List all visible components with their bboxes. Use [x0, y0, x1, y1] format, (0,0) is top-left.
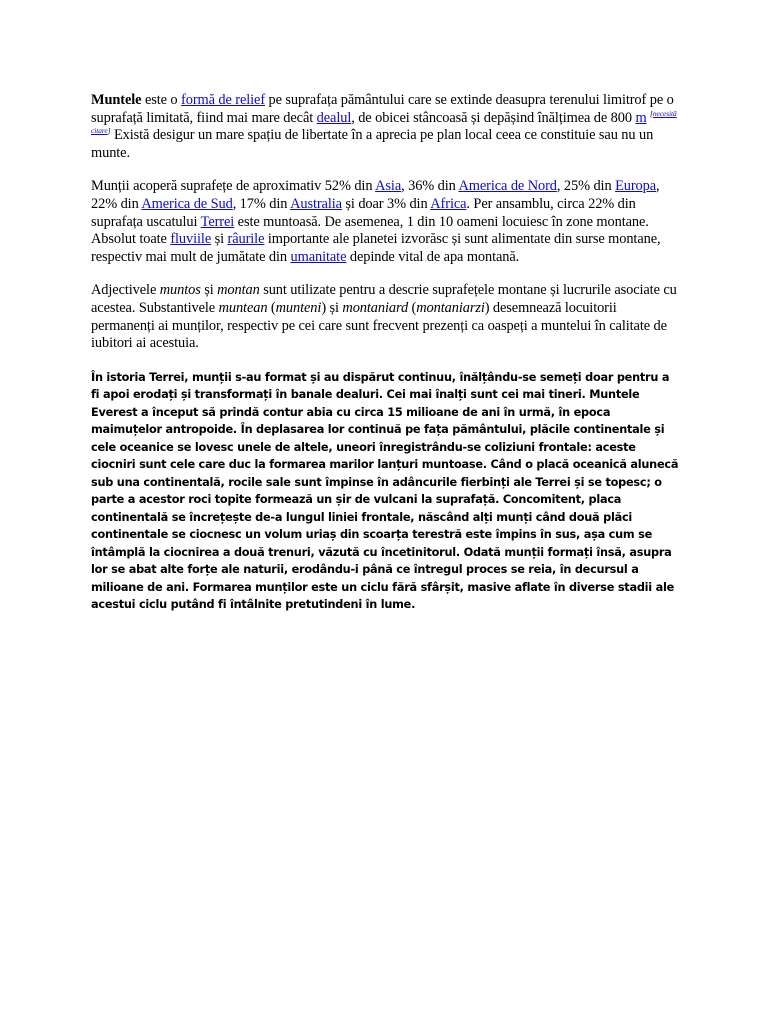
text: (: [408, 299, 417, 316]
cite-bracket-open: [: [650, 108, 653, 118]
text: , de obicei stâncoasă și depășind înălțimea de 800: [351, 109, 636, 126]
link-umanitate[interactable]: umanitate: [290, 248, 347, 265]
link-fluviile[interactable]: fluviile: [170, 231, 212, 248]
cite-bracket-close: ]: [107, 126, 111, 136]
link-europa[interactable]: Europa: [615, 178, 657, 195]
link-asia[interactable]: Asia: [375, 178, 402, 195]
text: sunt utilizate pentru a descrie suprafețele montane și lucrurile asociate cu acestea. Substantivele: [91, 282, 677, 316]
link-america-de-sud[interactable]: America de Sud: [141, 195, 233, 212]
text: , 36% din: [401, 178, 459, 195]
text: este o: [141, 92, 182, 108]
link-africa[interactable]: Africa: [430, 195, 467, 212]
text: , 22% din: [91, 178, 660, 212]
text: (: [267, 299, 276, 316]
link-necesita[interactable]: necesită: [652, 108, 677, 118]
link-terrei[interactable]: Terrei: [200, 213, 235, 230]
text: depinde vital de apa montană.: [346, 248, 520, 265]
text: pe suprafața pământului care se extinde deasupra terenului limitrof pe o suprafață limitată, fiind mai mare decât: [91, 92, 674, 126]
article-body: [91, 92, 679, 614]
link-australia[interactable]: Australia: [290, 195, 342, 212]
text: este muntoasă. De asemenea, 1 din 10 oameni locuiesc în zone montane. Absolut toate: [91, 213, 649, 248]
text: și: [211, 231, 228, 248]
paragraph-distribution: [91, 178, 679, 266]
link-citare[interactable]: citare: [91, 126, 108, 136]
term-montaniarzi: montaniarzi: [416, 299, 485, 316]
link-raurile[interactable]: râurile: [227, 231, 265, 248]
paragraph-terminology: [91, 282, 679, 352]
text: și doar 3% din: [341, 195, 431, 212]
paragraph-history-bold: În istoria Terrei, munții s-au format și au dispărut continuu, înălțându-se semeți doar pentru a fi apoi erodați și transformați în banale dealuri. Cei mai înalți sunt cei mai tineri. Muntele Everest a început să prindă contur abia cu circa 15 milioane de ani în urmă, în epoca maimuțelor antropoide. În deplasarea lor continuă pe fața pământului, plăcile continentale și cele oceanice se lovesc unele de altele, uneori înregistrându-se coliziuni frontale: aceste ciocniri sunt cele care duc la formarea marilor lanțuri muntoase. Când o placă oceanică alunecă sub una continentală, rocile sale sunt împinse în adâncurile fierbinți ale Terrei și se topesc; o parte a acestor roci topite formează un șir de vulcani la suprafață. Concomitent, placa continentală se încrețește de-a lungul liniei frontale, născând alți munți când două plăci continentale se ciocnesc un volum uriaș din scoarța terestră este împins în sus, așa cum se întâmplă la ciocnirea a două trenuri, văzută cu încetinitorul. Odată munții formați însă, asupra lor se abat alte forțe ale naturii, erodându-i până ce întregul proces se reia, în decursul a milioane de ani. Formarea munților este un ciclu fără sfârșit, masive aflate în diverse stadii ale acestui ciclu putând fi întâlnite pretutindeni în lume.: [91, 370, 679, 612]
text: Munții acoperă suprafețe de aproximativ 52% din: [91, 178, 376, 195]
text: Există desigur un mare spațiu de libertate în a aprecia pe plan local ceea ce constituie sau nu un munte.: [91, 127, 654, 161]
text: . Per ansamblu, circa 22% din suprafața uscatului: [91, 195, 636, 230]
term-muntean: muntean: [218, 299, 268, 316]
text: importante ale planetei izvorăsc și sunt alimentate din surse montane, respectiv mai mult de jumătate din: [91, 231, 661, 265]
text: Adjectivele: [91, 282, 160, 299]
term-montan: montan: [217, 282, 260, 299]
term-montaniard: montaniard: [342, 299, 409, 316]
article-subject-bold: Muntele: [91, 92, 142, 108]
link-dealul[interactable]: dealul: [316, 109, 352, 126]
paragraph-intro: [91, 92, 679, 162]
text: și: [200, 282, 218, 299]
text: ) și: [321, 299, 343, 316]
link-forma-de-relief[interactable]: formă de relief: [181, 92, 266, 108]
link-m[interactable]: m: [635, 109, 647, 126]
text: , 25% din: [556, 178, 616, 195]
term-munteni: munteni: [275, 299, 322, 316]
text: ) desemnează locuitorii permanenți ai munților, respectiv pe cei care sunt frecvent prezenți ca oaspeți a muntelui în calitate de iubitori ai acestuia.: [91, 299, 667, 352]
term-muntos: muntos: [159, 282, 201, 299]
text: , 17% din: [232, 195, 291, 212]
link-america-de-nord[interactable]: America de Nord: [458, 178, 557, 195]
